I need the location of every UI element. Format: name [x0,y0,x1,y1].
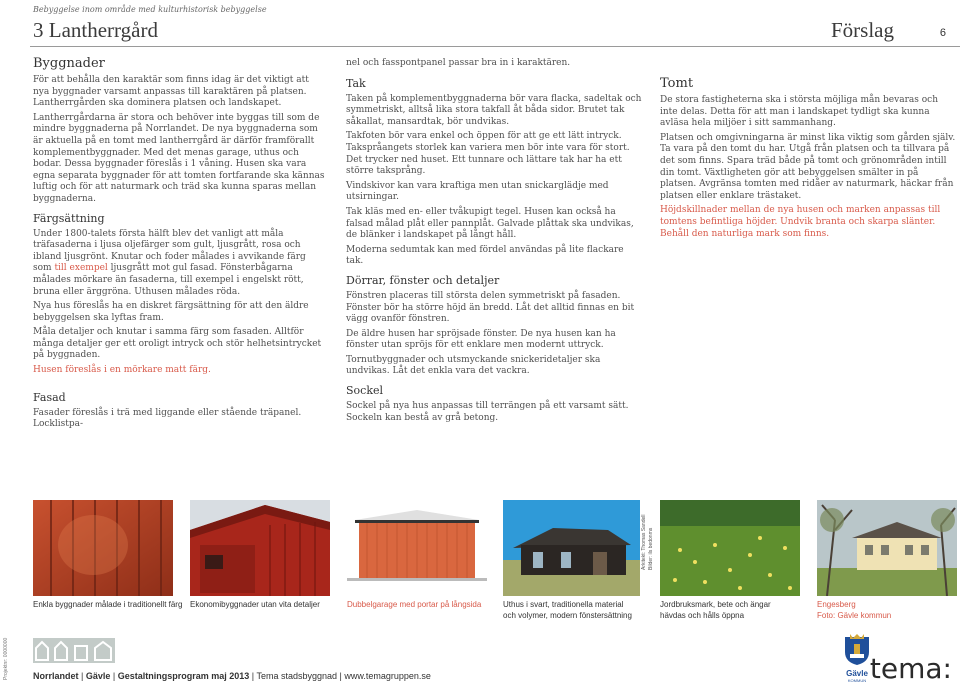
paragraph: Takfoten bör vara enkel och öppen för att ge ett lätt intryck. Takspråangets storlek kan variera men bör inte vara för stort. Det trycker ned huset. Ett tunnare och lättare tak har ha ett större taksprång. [346,131,630,177]
paragraph: Fönstren placeras till största delen symmetriskt på fasaden. Fönster bör ha större höjd än bredd. Låt det alltid finnas en bit vägg ovanför fönstren. [346,290,635,325]
photo-engesberg-manor [817,500,957,596]
page-title: 3 Lantherrgård [33,18,158,42]
highlight-paragraph: Höjdskillnader mellan de nya husen och marken anpassas till tomtens befintliga höjder. Undvik branta och skarpa slänter. Behåll den naturliga mark som finns. [660,205,941,239]
text: Under 1800-talets första hälft blev det vanligt att måla träfasaderna i ljusa oljefärger som gult, ljusgrått, rosa och ibland ljusgrönt. Knutar och foder målades i avvikande färg som [33,228,306,274]
photo-credit: Arkitekt: Thomas Sandell [641,514,647,570]
caption-line: och volymer, modern fönstersättning [503,611,632,620]
caption-line: Engesberg [817,600,856,609]
photo-meadow [660,500,800,596]
column-roof [346,58,642,427]
caption-1: Enkla byggnader målade i traditionellt färg [33,600,183,609]
photo-credit-secondary: Bilder: ils bedonms [648,527,654,570]
paragraph: Måla detaljer och knutar i samma färg som fasaden. Alltför många detaljer ger ett oroligt intryck och stör helhetsintrycket på byggnaden. [33,327,322,361]
paragraph [33,229,327,299]
paragraph: nel och fasspontpanel passar bra in i karaktären. [346,58,571,68]
paragraph: Fasader föreslås i trä med liggande eller stående träpanel. Locklistpa- [33,407,302,430]
paragraph: Sockel på nya hus anpassas till terrängen på ett varsamt sätt. Sockeln kan bestå av grå betong. [346,401,629,423]
header-divider [30,46,960,47]
caption-line: Uthus i svart, traditionella material [503,600,624,609]
photo-black-outbuilding [503,500,640,596]
paragraph: Moderna sedumtak kan med fördel användas på lite flackare tak. [346,244,624,267]
photo-red-barn [190,500,330,596]
paragraph: De äldre husen har spröjsade fönster. De nya husen kan ha fönster utan spröjs för ett enklare men modernt uttryck. [346,328,616,351]
paragraph: Nya hus föreslås ha en diskret färgsättning för att den äldre bebyggelsen ska lyftas fram. [33,301,309,323]
page-number: 6 [939,27,946,39]
heading-facade: Fasad [33,390,66,404]
column-buildings [33,56,327,434]
footer-program: Gestaltningsprogram maj 2013 [117,671,250,681]
heading-base: Sockel [346,384,384,398]
photo-red-wood-facade [33,500,173,596]
caption-5 [660,599,810,621]
caption-line: Jordbruksmark, bete och ängar [660,600,771,609]
project-number: Projektnr: 0000000 [3,637,9,680]
top-label: Bebyggelse inom område med kulturhistorisk bebyggelse [33,5,267,14]
paragraph: Lantherrgårdarna är stora och behöver inte byggas till som de mindre byggnaderna på Norrlandet. De nya byggnaderna som är aktuella på en tomt med lantherrgård är därför framförallt komplementbyggnader. Med det menas garage, uthus och bodar. Dessa byggnader föreslås i 1 våning. Husen ska vara egna separata byggnader för att tomten fortfarande ska kännas luftig och för att naturmark och träd ska kunna sparas mellan byggnaderna. [33,112,325,204]
paragraph: Tak kläs med en- eller tvåkupigt tegel. Husen kan också ha falsad målad plåt eller pannplåt. Galvade plåttak ska undvikas, de blänker i landskapet på långt håll. [346,206,634,241]
text: ljusgrått mot gul fasad. Fönsterbågarna målades mörkare än fasaderna, till exempel i engelskt rött, bruna eller ärggröna. Uthusen målades röda. [33,263,304,297]
thumbnail-icon [33,638,115,663]
paragraph: Tornutbyggnader och utsmyckande snickeridetaljer ska undvikas. Låt det enkla vara det vackra. [346,354,601,377]
photo-double-garage [347,500,487,596]
heading-roof: Tak [346,76,366,90]
heading-doors: Dörrar, fönster och detaljer [346,273,500,287]
paragraph: Vindskivor kan vara kraftiga men utan snickarglädje med utsirningar. [346,180,609,203]
column-plot [660,76,956,243]
heading-colors: Färgsättning [33,211,105,225]
company-logo: tema: [869,652,952,685]
section-title: Förslag [831,18,894,42]
highlight-text: till exempel [54,263,108,274]
caption-3: Dubbelgarage med portar på långsida [347,600,482,609]
footer-municipality: Gävle [85,671,111,681]
footer-url[interactable]: www.temagruppen.se [344,671,431,681]
logo-text: Gävle [846,669,868,678]
caption-line: Foto: Gävle kommun [817,611,892,620]
paragraph: Taken på komplementbyggnaderna bör vara flacka, sadeltak och symmetriskt, alltså lika stora takfall åt båda sidor. Brutet tak såkallat, mansardtak, bör undvikas. [346,93,642,127]
footer-city: Norrlandet [33,671,79,681]
footer-company: Tema stadsbyggnad [256,671,338,681]
logo-subtext: KOMMUN [847,678,867,683]
paragraph: Platsen och omgivningarna är minst lika viktig som gården själv. Ta vara på den tomt du har. Utgå från platsen och ta tillvara på det som finns. Spara träd både på tomt och grönområden intill din tomt. Växtligheten gör att bebyggelsen smälter in på platsen. Avgränsa tomten med ridåer av naturmark, häckar från platsen eller enklare trästaket. [660,132,956,201]
highlight-paragraph: Husen föreslås i en mörkare matt färg. [33,365,211,376]
caption-2: Ekonomibyggnader utan vita detaljer [190,600,320,609]
heading-buildings: Byggnader [33,56,105,71]
heading-plot: Tomt [660,76,694,91]
gavle-kommun-logo [842,634,872,683]
caption-line: hävdas och hålls öppna [660,611,745,620]
paragraph: De stora fastigheterna ska i största möjliga mån bevaras och inte delas. Detta för att man i landskapet tydligt ska kunna avläsa hela miljöer i sitt sammanhang. [660,95,938,129]
paragraph: För att behålla den karaktär som finns idag är det viktigt att nya byggnader varsamt anpassas till karaktären på platsen. Lantherrgården ska dominera platsen och landskapet. [33,75,309,109]
footer: Norrlandet | Gävle | Gestaltningsprogram maj 2013 | Tema stadsbyggnad | www.temagruppen.se [33,671,431,681]
caption-6 [817,599,957,621]
caption-4 [503,599,653,621]
